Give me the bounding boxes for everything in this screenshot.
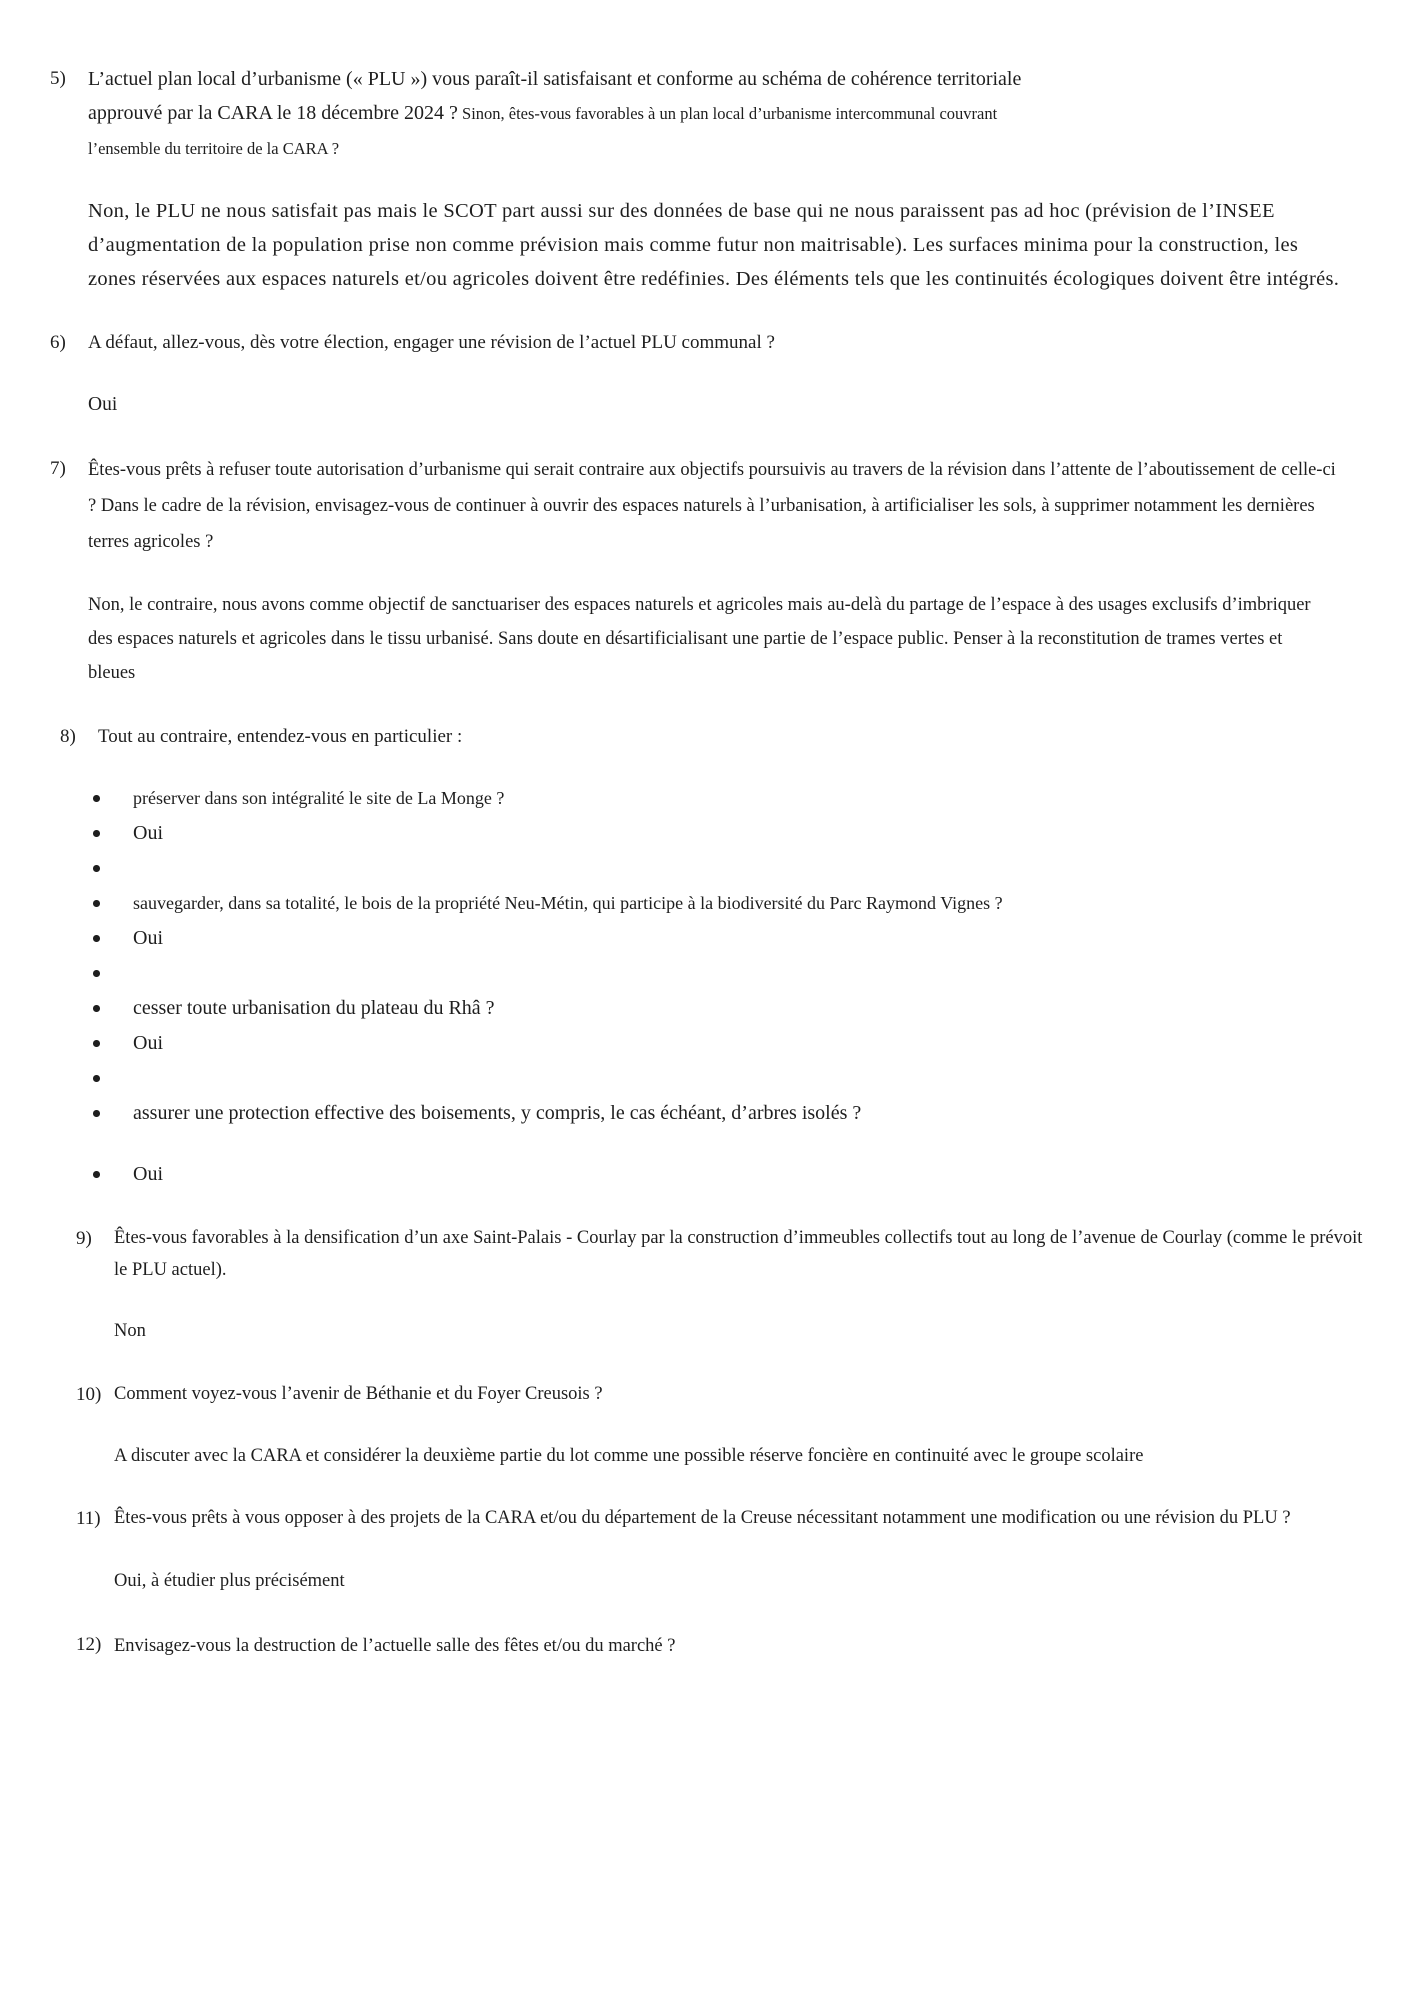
bullet-item: [93, 991, 1343, 1026]
bullet-question-text: préserver dans son intégralité le site de La Monge ?: [133, 788, 505, 808]
bullet-answer-text: Oui: [133, 927, 163, 949]
bullet-item: [93, 1096, 1343, 1131]
question-12-text: Envisagez-vous la destruction de l’actuelle salle des fêtes et/ou du marché ?: [114, 1636, 676, 1656]
question-5-answer: Non, le PLU ne nous satisfait pas mais le SCOT part aussi sur des données de base qui ne nous paraissent pas ad hoc (prévision de l’INSEE d’augmentation de la population prise non comme prévision mais comme futur non maitrisable). Les surfaces minima pour la construction, les zones réservées aux espaces naturels et/ou agricoles doivent être redéfinies. Des éléments tels que les continuités écologiques doivent être intégrés.: [88, 200, 1340, 290]
bullet-item: [93, 781, 1343, 816]
question-7-text: Êtes-vous prêts à refuser toute autorisation d’urbanisme qui serait contraire aux objectifs poursuivis au travers de la révision dans l’attente de l’aboutissement de celle-ci ? Dans le cadre de la révision, envisagez-vous de continuer à ouvrir des espaces naturels à l’urbanisation, à artificialiser les sols, à supprimer notamment les dernières terres agricoles ?: [88, 460, 1336, 552]
question-11: [76, 1502, 1367, 1598]
question-9-number: 9): [76, 1228, 92, 1249]
bullet-icon: [93, 1026, 133, 1061]
bullet-item: [93, 1157, 1343, 1192]
question-11-answer: Oui, à étudier plus précisément: [114, 1571, 345, 1591]
question-6-answer: Oui: [88, 394, 118, 415]
bullet-question-text: sauvegarder, dans sa totalité, le bois de la propriété Neu-Métin, qui participe à la biodiversité du Parc Raymond Vignes ?: [133, 893, 1003, 913]
bullet-question-text: assurer une protection effective des boisements, y compris, le cas échéant, d’arbres isolés ?: [133, 1102, 862, 1124]
question-5-text-main: L’actuel plan local d’urbanisme (« PLU ») vous paraît-il satisfaisant et conforme au schéma de cohérence territoriale approuvé par la CARA le 18 décembre 2024 ?: [88, 68, 1022, 124]
bullet-item: [93, 921, 1343, 956]
question-5: [50, 62, 1367, 296]
bullet-icon: [93, 1157, 133, 1192]
bullet-item-empty: [93, 1061, 1343, 1096]
bullet-icon: [93, 1061, 133, 1096]
bullet-item-empty: [93, 956, 1343, 991]
bullet-item: [93, 816, 1343, 851]
question-9: [76, 1222, 1367, 1348]
bullet-icon: [93, 956, 133, 991]
question-12: [76, 1628, 1367, 1664]
question-5-text-small: Sinon, êtes-vous favorables à un plan local d’urbanisme intercommunal couvrant l’ensemble du territoire de la CARA ?: [88, 104, 998, 158]
question-11-text: Êtes-vous prêts à vous opposer à des projets de la CARA et/ou du département de la Creuse nécessitant notamment une modification ou une révision du PLU ?: [114, 1508, 1291, 1528]
question-12-number: 12): [76, 1634, 102, 1655]
bullet-empty-text: [133, 956, 1343, 991]
question-6-number: 6): [50, 332, 66, 353]
bullet-icon: [93, 1096, 133, 1131]
bullet-icon: [93, 816, 133, 851]
question-8-text: Tout au contraire, entendez-vous en particulier :: [98, 726, 463, 747]
question-6-text: A défaut, allez-vous, dès votre élection, engager une révision de l’actuel PLU communal ?: [88, 332, 775, 353]
question-5-number: 5): [50, 68, 66, 89]
bullet-item: [93, 1026, 1343, 1061]
bullet-answer-text: Oui: [133, 822, 163, 844]
bullet-item: [93, 886, 1343, 921]
bullet-icon: [93, 781, 133, 816]
bullet-empty-text: [133, 851, 1343, 886]
question-7-number: 7): [50, 458, 66, 479]
question-8: [60, 720, 1367, 1192]
bullet-answer-text: Oui: [133, 1163, 163, 1185]
question-9-text: Êtes-vous favorables à la densification d’un axe Saint-Palais - Courlay par la construction d’immeubles collectifs tout au long de l’avenue de Courlay (comme le prévoit le PLU actuel).: [114, 1228, 1363, 1280]
question-8-number: 8): [60, 726, 76, 747]
bullet-icon: [93, 921, 133, 956]
question-8-bullet-list: [60, 781, 1343, 1192]
question-10-text: Comment voyez-vous l’avenir de Béthanie et du Foyer Creusois ?: [114, 1384, 603, 1404]
bullet-icon: [93, 886, 133, 921]
bullet-answer-text: Oui: [133, 1032, 163, 1054]
question-10-number: 10): [76, 1384, 102, 1405]
bullet-icon: [93, 991, 133, 1026]
question-7-answer: Non, le contraire, nous avons comme objectif de sanctuariser des espaces naturels et agricoles mais au-delà du partage de l’espace à des usages exclusifs d’imbriquer des espaces naturels et agricoles dans le tissu urbanisé. Sans doute en désartificialisant une partie de l’espace public. Penser à la reconstitution de trames vertes et bleues: [88, 595, 1311, 683]
question-6: [50, 326, 1367, 422]
question-10-answer: A discuter avec la CARA et considérer la deuxième partie du lot comme une possible réserve foncière en continuité avec le groupe scolaire: [114, 1446, 1144, 1466]
question-9-answer: Non: [114, 1321, 146, 1341]
bullet-item-empty: [93, 851, 1343, 886]
bullet-icon: [93, 851, 133, 886]
bullet-question-text: cesser toute urbanisation du plateau du Rhâ ?: [133, 997, 495, 1019]
question-5-text: [88, 62, 1073, 166]
question-7: [50, 452, 1367, 690]
question-11-number: 11): [76, 1508, 101, 1529]
bullet-empty-text: [133, 1061, 1343, 1096]
question-10: [76, 1378, 1367, 1472]
